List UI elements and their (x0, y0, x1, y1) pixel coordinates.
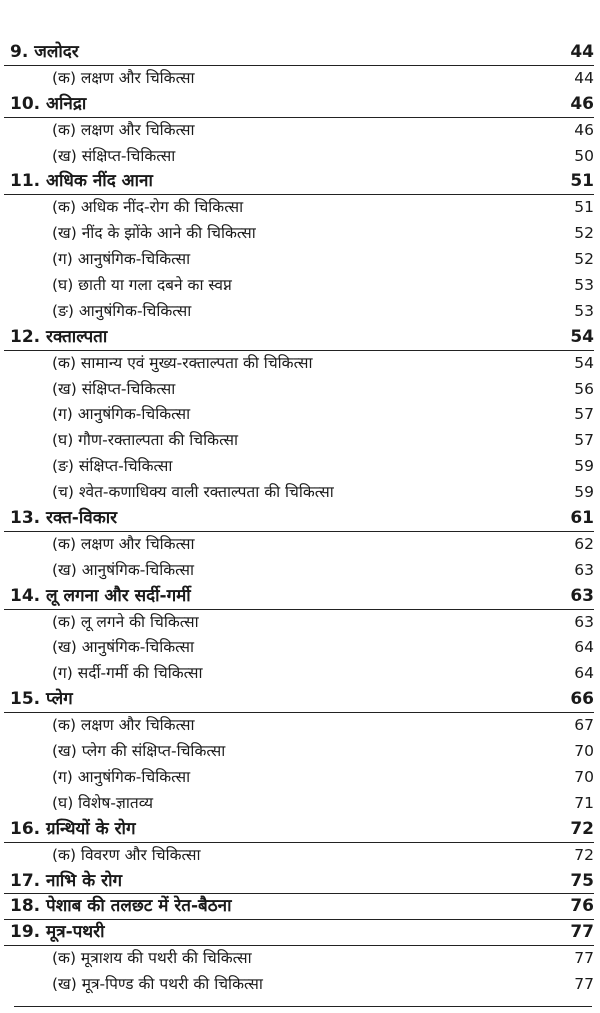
page-number: 56 (574, 379, 594, 398)
subsection-entry (0, 713, 600, 739)
page-number: 57 (574, 431, 594, 450)
page-number: 53 (574, 276, 594, 295)
chapter-title: 11. अधिक नींद आना (10, 171, 153, 192)
subsection-entry (0, 221, 600, 247)
page-number: 67 (574, 716, 594, 735)
subsection-title: (क) लक्षण और चिकित्सा (52, 534, 195, 553)
page-number: 63 (574, 612, 594, 631)
page-number: 64 (574, 638, 594, 657)
subsection-title: (ङ) संक्षिप्त-चिकित्सा (52, 457, 173, 476)
page-number: 54 (574, 353, 594, 372)
subsection-title: (ख) संक्षिप्त-चिकित्सा (52, 146, 176, 165)
subsection-title: (ङ) आनुषंगिक-चिकित्सा (52, 301, 192, 320)
page-number: 63 (570, 585, 594, 606)
page-number: 76 (570, 896, 594, 917)
subsection-title: (च) श्वेत-कणाधिक्य वाली रक्ताल्पता की चिकित्सा (52, 483, 334, 502)
subsection-entry (0, 739, 600, 765)
page-number: 51 (574, 198, 594, 217)
subsection-entry (0, 480, 600, 506)
subsection-entry (0, 532, 600, 558)
subsection-entry (0, 791, 600, 817)
subsection-entry (0, 635, 600, 661)
chapter-title: 9. जलोदर (10, 42, 79, 62)
subsection-title: (घ) छाती या गला दबने का स्वप्न (52, 276, 232, 295)
subsection-title: (क) लक्षण और चिकित्सा (52, 716, 195, 735)
bottom-divider (14, 1006, 592, 1007)
subsection-entry (0, 454, 600, 480)
subsection-entry (0, 558, 600, 584)
subsection-entry (0, 144, 600, 170)
subsection-entry (0, 299, 600, 325)
subsection-entry (0, 661, 600, 687)
page-number: 46 (574, 120, 594, 139)
chapter-entry (0, 817, 600, 843)
subsection-title: (क) लक्षण और चिकित्सा (52, 68, 195, 87)
subsection-title: (ख) प्लेग की संक्षिप्त-चिकित्सा (52, 742, 226, 761)
chapter-title: 13. रक्त-विकार (10, 508, 118, 529)
page-number: 66 (570, 689, 594, 710)
subsection-title: (ग) आनुषंगिक-चिकित्सा (52, 250, 191, 269)
page-number: 52 (574, 224, 594, 243)
page-number: 72 (570, 818, 594, 839)
subsection-entry (0, 402, 600, 428)
page-number: 70 (574, 742, 594, 761)
page-number: 57 (574, 405, 594, 424)
chapter-title: 16. ग्रन्थियों के रोग (10, 818, 136, 839)
subsection-entry (0, 428, 600, 454)
page-number: 50 (574, 146, 594, 165)
chapter-title: 15. प्लेग (10, 689, 73, 710)
subsection-title: (क) सामान्य एवं मुख्य-रक्ताल्पता की चिकित्सा (52, 353, 313, 372)
chapter-title: 17. नाभि के रोग (10, 870, 123, 891)
subsection-entry (0, 972, 600, 998)
page-number: 51 (570, 171, 594, 192)
page-number: 77 (570, 922, 594, 943)
page-number: 77 (574, 975, 594, 994)
subsection-entry (0, 66, 600, 92)
page-number: 70 (574, 767, 594, 786)
chapter-entry (0, 325, 600, 351)
page-number: 61 (570, 508, 594, 529)
chapter-title: 12. रक्ताल्पता (10, 326, 108, 347)
chapter-title: 10. अनिद्रा (10, 93, 87, 114)
subsection-title: (क) अधिक नींद-रोग की चिकित्सा (52, 198, 244, 217)
page-number: 46 (570, 93, 594, 114)
subsection-title: (घ) विशेष-ज्ञातव्य (52, 793, 153, 812)
chapter-entry (0, 869, 600, 895)
subsection-entry (0, 195, 600, 221)
subsection-title: (ख) आनुषंगिक-चिकित्सा (52, 638, 195, 657)
page-number: 77 (574, 949, 594, 968)
chapter-entry (0, 894, 600, 920)
subsection-title: (क) लू लगने की चिकित्सा (52, 612, 199, 631)
subsection-entry (0, 765, 600, 791)
chapter-title: 19. मूत्र-पथरी (10, 922, 105, 943)
chapter-title: 18. पेशाब की तलछट में रेत-बैठना (10, 896, 232, 917)
subsection-entry (0, 946, 600, 972)
page-number: 63 (574, 560, 594, 579)
subsection-title: (क) लक्षण और चिकित्सा (52, 120, 195, 139)
chapter-title: 14. लू लगना और सर्दी-गर्मी (10, 585, 191, 606)
page-number: 59 (574, 457, 594, 476)
subsection-entry (0, 351, 600, 377)
subsection-entry (0, 118, 600, 144)
chapter-entry (0, 920, 600, 946)
subsection-title: (ख) नींद के झोंके आने की चिकित्सा (52, 224, 256, 243)
subsection-title: (ख) आनुषंगिक-चिकित्सा (52, 560, 195, 579)
chapter-entry (0, 92, 600, 118)
chapter-entry (0, 169, 600, 195)
page-number: 75 (570, 870, 594, 891)
subsection-title: (क) विवरण और चिकित्सा (52, 845, 201, 864)
subsection-title: (क) मूत्राशय की पथरी की चिकित्सा (52, 949, 252, 968)
subsection-entry (0, 377, 600, 403)
page-number: 52 (574, 250, 594, 269)
page-number: 64 (574, 664, 594, 683)
page-number: 44 (570, 42, 594, 62)
subsection-title: (ग) सर्दी-गर्मी की चिकित्सा (52, 664, 203, 683)
chapter-entry (0, 506, 600, 532)
subsection-title: (घ) गौण-रक्ताल्पता की चिकित्सा (52, 431, 238, 450)
chapter-entry (0, 687, 600, 713)
subsection-entry (0, 273, 600, 299)
page-number: 72 (574, 845, 594, 864)
page-number: 62 (574, 534, 594, 553)
subsection-title: (ग) आनुषंगिक-चिकित्सा (52, 767, 191, 786)
subsection-title: (ख) संक्षिप्त-चिकित्सा (52, 379, 176, 398)
subsection-entry (0, 843, 600, 869)
table-of-contents (0, 40, 600, 998)
subsection-entry (0, 610, 600, 636)
page-number: 53 (574, 301, 594, 320)
page-number: 44 (574, 68, 594, 87)
subsection-entry (0, 247, 600, 273)
page-number: 71 (574, 793, 594, 812)
subsection-title: (ख) मूत्र-पिण्ड की पथरी की चिकित्सा (52, 975, 263, 994)
subsection-title: (ग) आनुषंगिक-चिकित्सा (52, 405, 191, 424)
page-number: 59 (574, 483, 594, 502)
chapter-entry (0, 584, 600, 610)
page-number: 54 (570, 326, 594, 347)
chapter-entry (0, 40, 600, 66)
